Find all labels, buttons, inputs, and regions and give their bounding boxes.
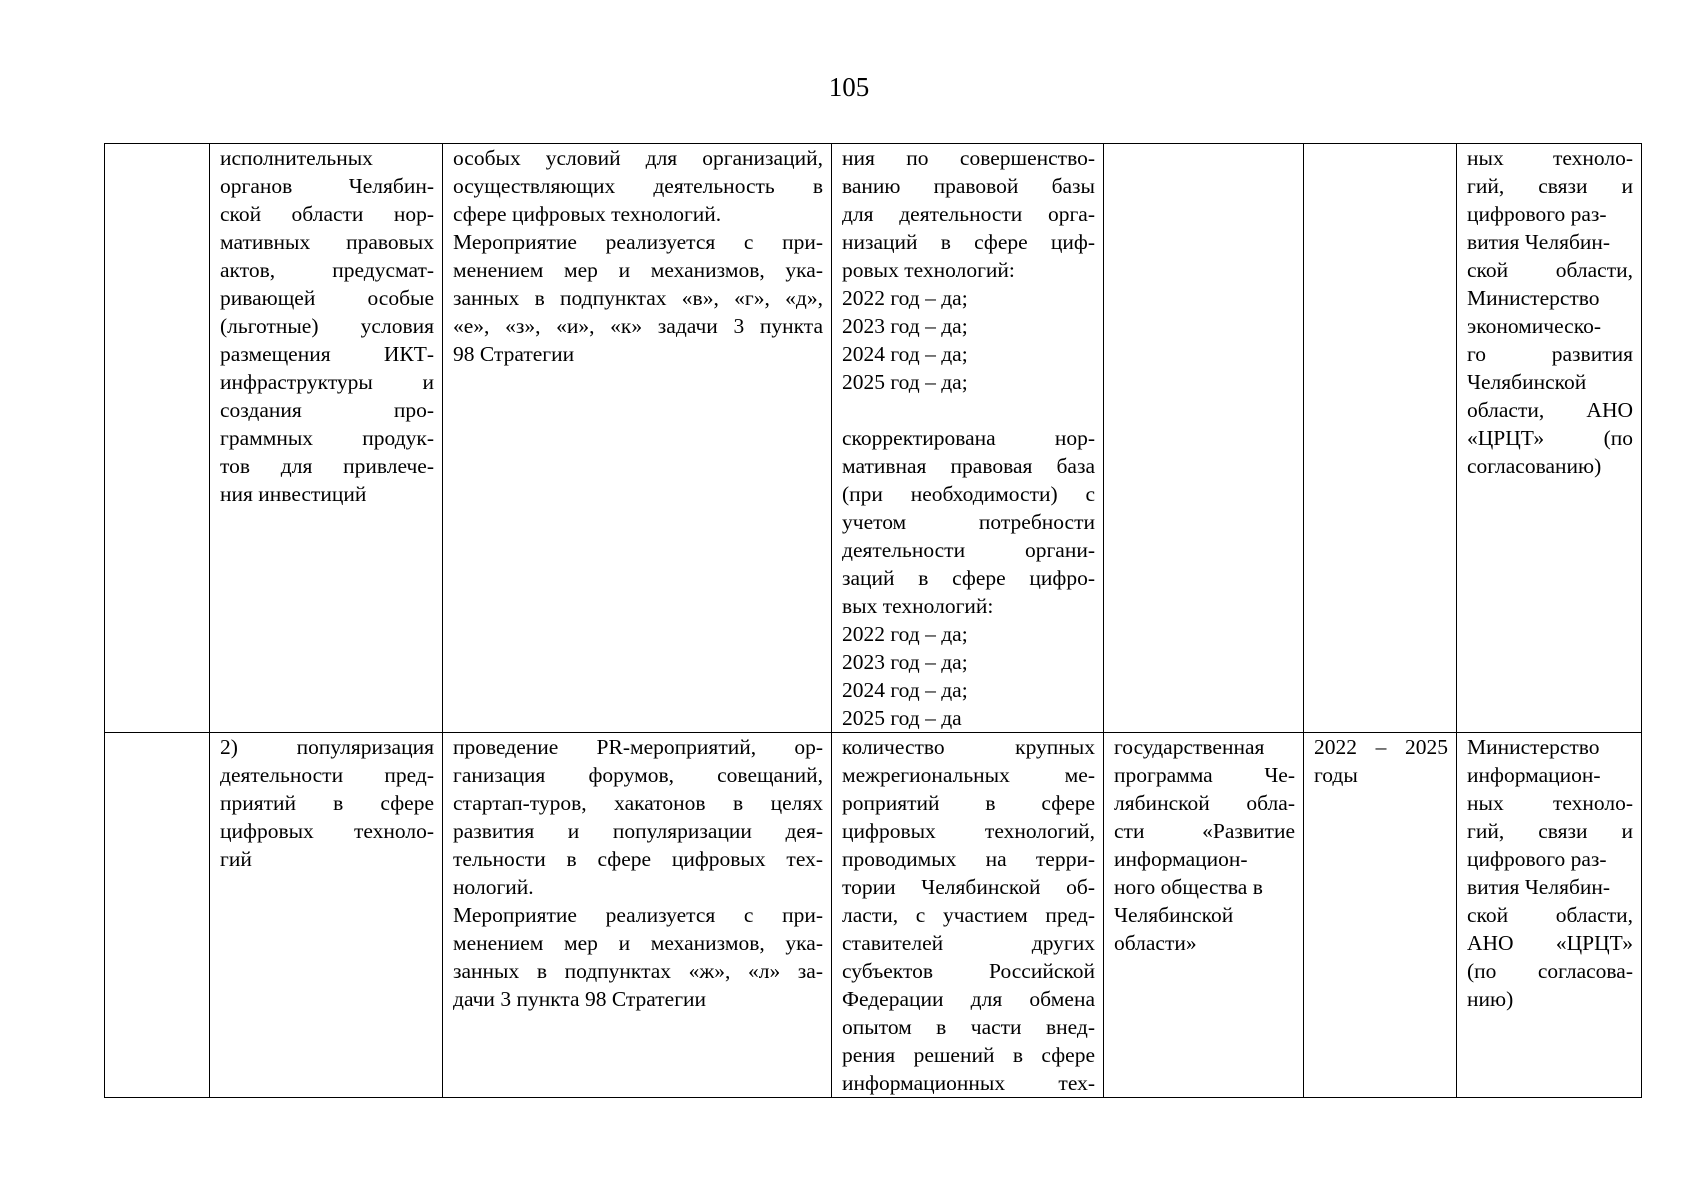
text-line: ставителей других: [842, 931, 1095, 955]
text-line: [842, 396, 1095, 424]
text-line: особых условий для организаций,: [453, 146, 823, 170]
text-line: ванию правовой базы: [842, 174, 1095, 198]
cell-responsible: [1457, 733, 1642, 1098]
text-line: Федерации для обмена: [842, 987, 1095, 1011]
text-line: актов, предусмат-: [220, 258, 434, 282]
text-line: менением мер и механизмов, ука-: [453, 931, 823, 955]
text-line: 2022 – 2025: [1314, 735, 1448, 759]
text-line: «ЦРЦТ» (по: [1467, 426, 1633, 450]
text-line: ганизация форумов, совещаний,: [453, 763, 823, 787]
text-line: ской области нор-: [220, 202, 434, 226]
measures-table: [104, 143, 1642, 1098]
text-line: гий, связи и: [1467, 819, 1633, 843]
cell-result-indicator: [832, 144, 1104, 733]
cell-text: [1467, 144, 1633, 480]
text-line: инфраструктуры и: [220, 370, 434, 394]
cell-text: [842, 733, 1095, 1097]
text-line: 2022 год – да;: [842, 286, 968, 310]
text-line: ровых технологий:: [842, 258, 1015, 282]
text-line: органов Челябин-: [220, 174, 434, 198]
text-line: вития Челябин-: [1467, 230, 1611, 254]
cell-number: [105, 144, 210, 733]
cell-responsible: [1457, 144, 1642, 733]
cell-program: [1104, 144, 1304, 733]
text-line: 2022 год – да;: [842, 622, 968, 646]
text-line: цифрового раз-: [1467, 202, 1607, 226]
text-line: гий: [220, 847, 252, 871]
cell-text: [453, 144, 823, 368]
cell-program: [1104, 733, 1304, 1098]
text-line: размещения ИКТ-: [220, 342, 434, 366]
cell-number: [105, 733, 210, 1098]
text-line: информацион-: [1114, 847, 1248, 871]
text-line: 2023 год – да;: [842, 314, 968, 338]
text-line: «е», «з», «и», «к» задачи 3 пункта: [453, 314, 823, 338]
text-line: рения решений в сфере: [842, 1043, 1095, 1067]
text-line: нологий.: [453, 875, 534, 899]
cell-text: [842, 144, 1095, 732]
text-line: гий, связи и: [1467, 174, 1633, 198]
cell-period: [1304, 144, 1457, 733]
text-line: роприятий в сфере: [842, 791, 1095, 815]
cell-measure-content: [443, 144, 832, 733]
text-line: количество крупных: [842, 735, 1095, 759]
text-line: 2025 год – да: [842, 706, 962, 730]
text-line: деятельности пред-: [220, 763, 434, 787]
cell-period: [1304, 733, 1457, 1098]
text-line: менением мер и механизмов, ука-: [453, 258, 823, 282]
text-line: нию): [1467, 987, 1514, 1011]
text-line: 2024 год – да;: [842, 678, 968, 702]
text-line: 98 Стратегии: [453, 342, 575, 366]
cell-text: [220, 144, 434, 508]
text-line: занных в подпунктах «в», «г», «д»,: [453, 286, 823, 310]
cell-text: [220, 733, 434, 873]
cell-measure-name: [210, 733, 443, 1098]
text-line: тельности в сфере цифровых тех-: [453, 847, 823, 871]
text-line: занных в подпунктах «ж», «л» за-: [453, 959, 823, 983]
text-line: учетом потребности: [842, 510, 1095, 534]
text-line: дачи 3 пункта 98 Стратегии: [453, 987, 707, 1011]
text-line: ской области,: [1467, 258, 1633, 282]
table-row: [105, 144, 1642, 733]
table-row: [105, 733, 1642, 1098]
cell-text: [1114, 733, 1295, 957]
text-line: цифрового раз-: [1467, 847, 1607, 871]
text-line: тов для привлече-: [220, 454, 434, 478]
text-line: сти «Развитие: [1114, 819, 1295, 843]
text-line: Челябинской: [1114, 903, 1234, 927]
text-line: опытом в части внед-: [842, 1015, 1095, 1039]
text-line: граммных продук-: [220, 426, 434, 450]
text-line: ривающей особые: [220, 286, 434, 310]
text-line: проводимых на терри-: [842, 847, 1095, 871]
page-number: 105: [828, 72, 870, 102]
text-line: ных техноло-: [1467, 791, 1633, 815]
text-line: годы: [1314, 763, 1358, 787]
text-line: деятельности органи-: [842, 538, 1095, 562]
text-line: программа Че-: [1114, 763, 1295, 787]
text-line: субъектов Российской: [842, 959, 1095, 983]
text-line: осуществляющих деятельность в: [453, 174, 823, 198]
text-line: мативная правовая база: [842, 454, 1095, 478]
text-line: тории Челябинской об-: [842, 875, 1095, 899]
text-line: Мероприятие реализуется с при-: [453, 903, 823, 927]
text-line: (льготные) условия: [220, 314, 434, 338]
text-line: информационных тех-: [842, 1071, 1095, 1095]
text-line: скорректирована нор-: [842, 426, 1095, 450]
text-line: сфере цифровых технологий.: [453, 202, 722, 226]
cell-measure-name: [210, 144, 443, 733]
text-line: низаций в сфере циф-: [842, 230, 1095, 254]
cell-text: [453, 733, 823, 1013]
text-line: (по согласова-: [1467, 959, 1633, 983]
text-line: создания про-: [220, 398, 434, 422]
text-line: 2024 год – да;: [842, 342, 968, 366]
text-line: ного общества в: [1114, 875, 1263, 899]
cell-measure-content: [443, 733, 832, 1098]
text-line: 2023 год – да;: [842, 650, 968, 674]
text-line: исполнительных: [220, 146, 373, 170]
text-line: мативных правовых: [220, 230, 434, 254]
text-line: области»: [1114, 931, 1197, 955]
text-line: экономическо-: [1467, 314, 1601, 338]
text-line: вых технологий:: [842, 594, 994, 618]
text-line: межрегиональных ме-: [842, 763, 1095, 787]
text-line: ных техноло-: [1467, 146, 1633, 170]
text-line: цифровых техноло-: [220, 819, 434, 843]
text-line: Мероприятие реализуется с при-: [453, 230, 823, 254]
text-line: Челябинской: [1467, 370, 1587, 394]
text-line: ния по совершенство-: [842, 146, 1095, 170]
text-line: Министерство: [1467, 735, 1600, 759]
text-line: ской области,: [1467, 903, 1633, 927]
text-line: ния инвестиций: [220, 482, 367, 506]
text-line: ласти, с участием пред-: [842, 903, 1095, 927]
text-line: цифровых технологий,: [842, 819, 1095, 843]
text-line: Министерство: [1467, 286, 1600, 310]
cell-text: [1467, 733, 1633, 1013]
text-line: 2) популяризация: [220, 735, 434, 759]
text-line: стартап-туров, хакатонов в целях: [453, 791, 823, 815]
text-line: лябинской обла-: [1114, 791, 1295, 815]
text-line: заций в сфере цифро-: [842, 566, 1095, 590]
text-line: проведение PR-мероприятий, ор-: [453, 735, 823, 759]
text-line: информацион-: [1467, 763, 1601, 787]
text-line: согласованию): [1467, 454, 1602, 478]
text-line: 2025 год – да;: [842, 370, 968, 394]
text-line: для деятельности орга-: [842, 202, 1095, 226]
text-line: го развития: [1467, 342, 1633, 366]
text-line: развития и популяризации дея-: [453, 819, 823, 843]
text-line: вития Челябин-: [1467, 875, 1611, 899]
text-line: АНО «ЦРЦТ»: [1467, 931, 1633, 955]
text-line: области, АНО: [1467, 398, 1633, 422]
text-line: приятий в сфере: [220, 791, 434, 815]
text-line: (при необходимости) с: [842, 482, 1095, 506]
text-line: государственная: [1114, 735, 1265, 759]
cell-result-indicator: [832, 733, 1104, 1098]
cell-text: [1314, 733, 1448, 789]
